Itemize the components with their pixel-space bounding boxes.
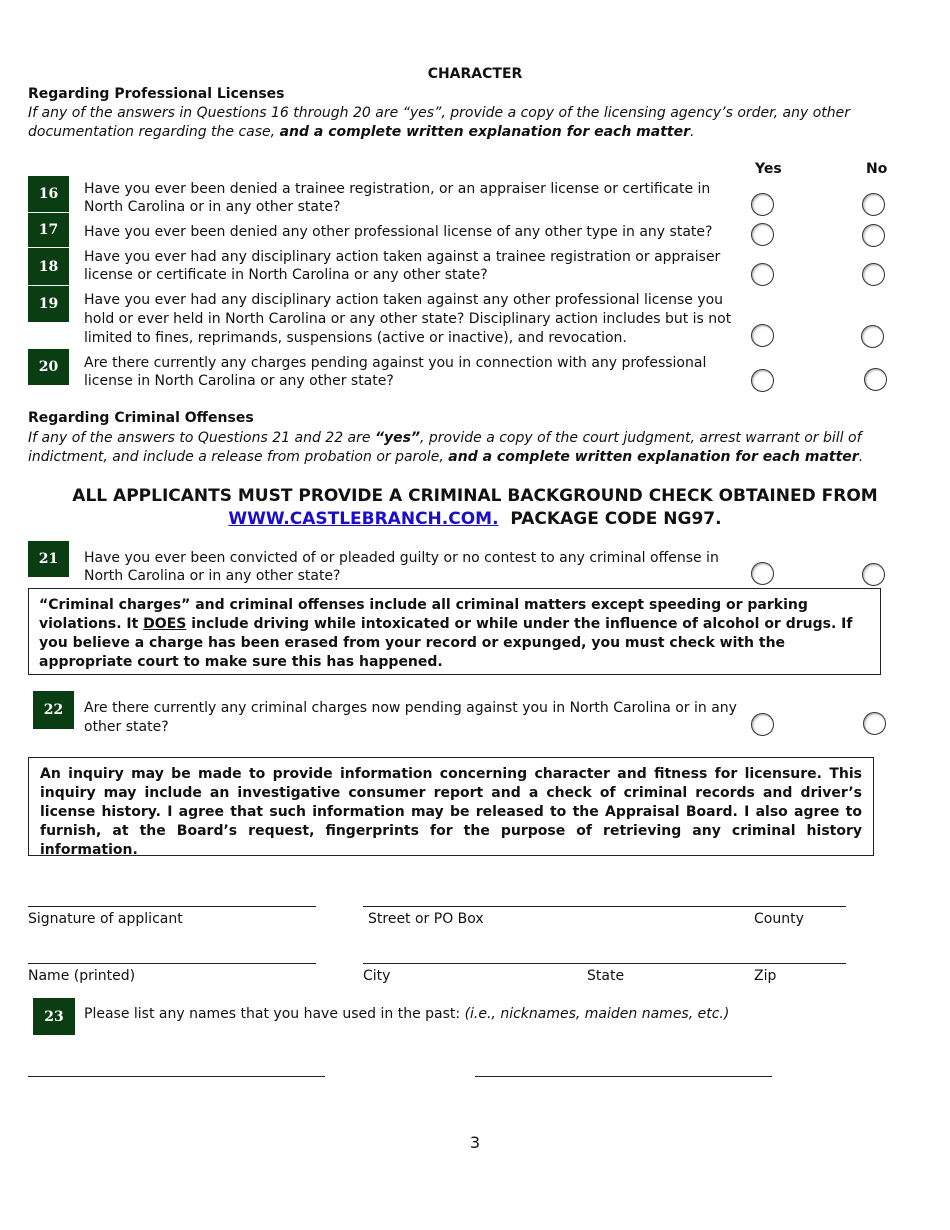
question-23-prompt: Please list any names that you have used in the past: bbox=[84, 1006, 465, 1022]
county-label: County bbox=[754, 911, 804, 927]
criminal-instructions-yes: “yes” bbox=[374, 430, 420, 446]
question-19-yes-radio[interactable] bbox=[751, 324, 774, 347]
question-20-text: Are there currently any charges pending against you in connection with any professional license in North Carolina or any other state? bbox=[84, 355, 707, 389]
question-23-hint: (i.e., nicknames, maiden names, etc.) bbox=[464, 1006, 730, 1022]
question-17-no-radio[interactable] bbox=[862, 224, 885, 247]
consent-box: An inquiry may be made to provide information concerning character and fitness for licensure. This inquiry may include an investigative consumer report and a check of criminal records and driver’s license history. I agree that such information may be released to the Appraisal Board. I also agree to furnish, at the Board’s request, fingerprints for the purpose of retrieving any criminal history information. bbox=[28, 757, 874, 856]
question-16-yes-radio[interactable] bbox=[751, 193, 774, 216]
city-state-zip-line[interactable] bbox=[363, 963, 846, 964]
page-number: 3 bbox=[469, 1133, 481, 1152]
question-22-number: 22 bbox=[33, 691, 74, 729]
question-19-text: Have you ever had any disciplinary action taken against any other professional license you hold or ever held in North Carolina or any other state? Disciplinary action includes but is not limited to fines, reprimands, suspensions (active or inactive), and revocation. bbox=[84, 292, 732, 346]
page-title: CHARACTER bbox=[427, 66, 523, 82]
question-23-text bbox=[84, 1005, 784, 1023]
professional-instructions-end: . bbox=[690, 124, 695, 140]
signature-line[interactable] bbox=[28, 906, 316, 907]
professional-instructions-text: If any of the answers in Questions 16 through 20 are “yes”, provide a copy of the licensing agency’s order, any other documentation regarding the case, bbox=[28, 105, 851, 140]
past-name-line-1[interactable] bbox=[28, 1076, 325, 1077]
question-19-number: 19 bbox=[28, 286, 69, 322]
question-16-no-radio[interactable] bbox=[862, 193, 885, 216]
signature-label: Signature of applicant bbox=[28, 911, 183, 927]
criminal-charges-definition-2: include driving while intoxicated or while under the influence of alcohol or drugs. If you believe a charge has been erased from your record or expunged, you must check with the appropriate court to make sure this has happened. bbox=[39, 616, 853, 670]
criminal-instructions bbox=[28, 429, 928, 467]
name-label: Name (printed) bbox=[28, 968, 136, 984]
zip-label: Zip bbox=[754, 968, 777, 984]
question-21-number: 21 bbox=[28, 541, 69, 577]
question-21-text: Have you ever been convicted of or pleaded guilty or no contest to any criminal offense in North Carolina or in any other state? bbox=[84, 550, 719, 584]
professional-instructions bbox=[28, 104, 928, 142]
question-22-text: Are there currently any criminal charges now pending against you in North Carolina or in any other state? bbox=[84, 700, 737, 735]
background-check-notice: ALL APPLICANTS MUST PROVIDE A CRIMINAL BACKGROUND CHECK OBTAINED FROM bbox=[72, 486, 878, 506]
question-17-yes-radio[interactable] bbox=[751, 223, 774, 246]
question-16-number: 16 bbox=[28, 176, 69, 212]
criminal-instructions-end: . bbox=[858, 449, 864, 465]
criminal-instructions-text-2: , provide a copy of the court judgment, arrest warrant or bill of indictment, and include a release from probation or parole, bbox=[28, 430, 862, 465]
professional-instructions-emphasis: and a complete written explanation for each matter bbox=[279, 124, 690, 140]
question-22-yes-radio[interactable] bbox=[751, 713, 774, 736]
question-23-number: 23 bbox=[33, 998, 75, 1035]
question-22-no-radio[interactable] bbox=[863, 712, 886, 735]
castlebranch-link[interactable]: WWW.CASTLEBRANCH.COM. bbox=[228, 509, 499, 529]
name-line[interactable] bbox=[28, 963, 316, 964]
question-20-yes-radio[interactable] bbox=[751, 369, 774, 392]
no-column-header: No bbox=[866, 161, 888, 177]
criminal-instructions-text: If any of the answers to Questions 21 and 22 are bbox=[28, 430, 375, 446]
question-21-no-radio[interactable] bbox=[862, 563, 885, 586]
past-name-line-2[interactable] bbox=[475, 1076, 772, 1077]
does-emphasis: DOES bbox=[143, 616, 187, 632]
question-20-number: 20 bbox=[28, 349, 69, 385]
question-17-text: Have you ever been denied any other professional license of any other type in any state? bbox=[84, 224, 713, 240]
city-label: City bbox=[363, 968, 391, 984]
yes-column-header: Yes bbox=[755, 161, 782, 177]
question-18-number: 18 bbox=[28, 248, 69, 285]
question-20-no-radio[interactable] bbox=[864, 368, 887, 391]
question-16-text: Have you ever been denied a trainee registration, or an appraiser license or certificate in North Carolina or in any other state? bbox=[84, 181, 711, 215]
question-21-yes-radio[interactable] bbox=[751, 562, 774, 585]
state-label: State bbox=[587, 968, 625, 984]
criminal-charges-definition-box bbox=[28, 588, 881, 675]
question-18-no-radio[interactable] bbox=[862, 263, 885, 286]
question-18-yes-radio[interactable] bbox=[751, 263, 774, 286]
question-19-no-radio[interactable] bbox=[861, 325, 884, 348]
street-county-line[interactable] bbox=[363, 906, 846, 907]
criminal-offenses-heading: Regarding Criminal Offenses bbox=[28, 410, 254, 426]
professional-licenses-heading: Regarding Professional Licenses bbox=[28, 86, 285, 102]
question-17-number: 17 bbox=[28, 213, 69, 247]
criminal-instructions-emphasis: and a complete written explanation for each matter bbox=[448, 449, 859, 465]
criminal-charges-definition: “Criminal charges” and criminal offenses include all criminal matters except speeding or parking violations. It bbox=[39, 597, 808, 632]
package-code: PACKAGE CODE NG97. bbox=[510, 509, 722, 529]
background-check-notice-line-2 bbox=[0, 509, 950, 529]
street-label: Street or PO Box bbox=[368, 911, 484, 927]
question-18-text: Have you ever had any disciplinary action taken against a trainee registration or appraiser license or certificate in North Carolina or any other state? bbox=[84, 249, 721, 283]
